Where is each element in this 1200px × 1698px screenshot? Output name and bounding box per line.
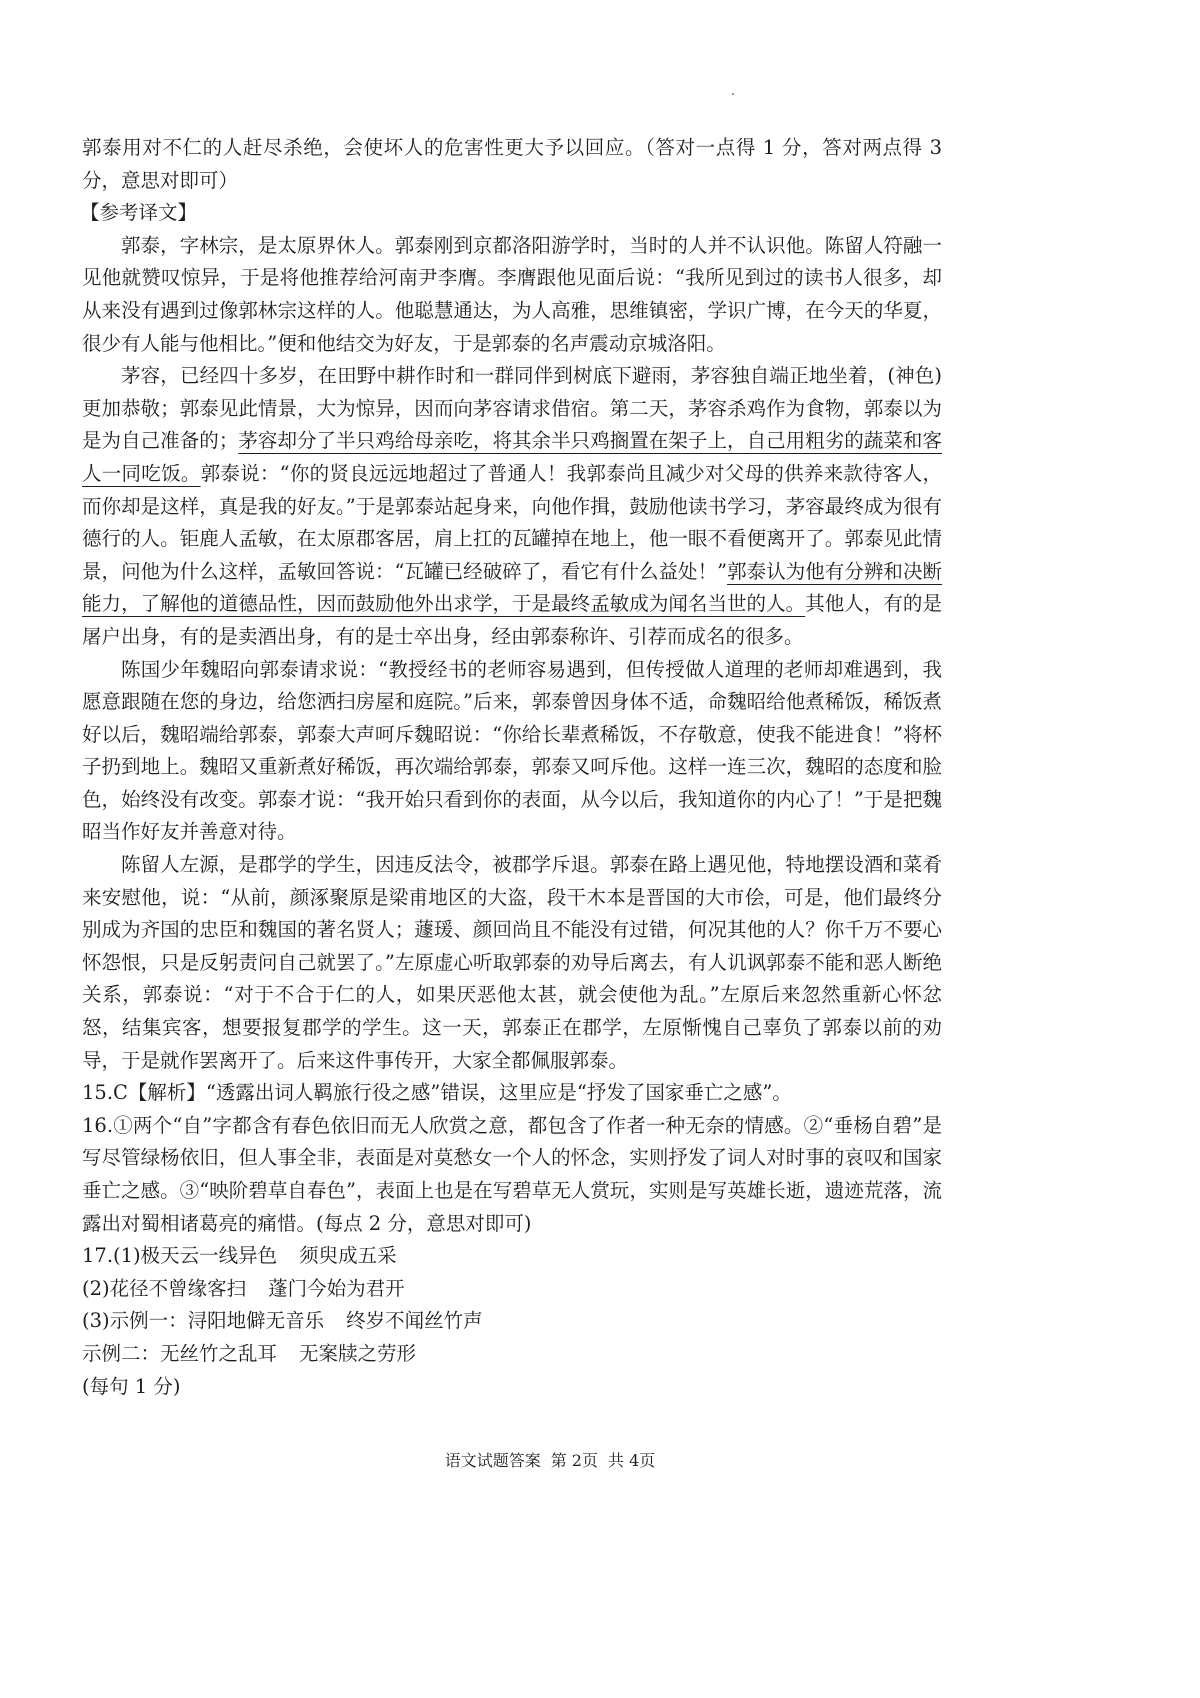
- translation-paragraph-3: 陈国少年魏昭向郭泰请求说：“教授经书的老师容易遇到，但传授做人道理的老师却难遇到，我愿意跟随在您的身边，给您洒扫房屋和庭院。”后来，郭泰曾因身体不适，命魏昭给他煮稀饭，稀饭煮好以后，魏昭端给郭泰，郭泰大声呵斥魏昭说：“你给长辈煮稀饭，不存敬意，使我不能进食！”将杯子扔到地上。魏昭又重新煮好稀饭，再次端给郭泰，郭泰又呵斥他。这样一连三次，魏昭的态度和脸色，始终没有改变。郭泰才说：“我开始只看到你的表面，从今以后，我知道你的内心了！”于是把魏昭当作好友并善意对待。: [82, 657, 942, 844]
- question-17-scoring: (每句 1 分): [82, 1374, 181, 1398]
- footer-total-pages: 共 4页: [608, 1451, 656, 1470]
- q17-line-1-second: 须臾成五采: [299, 1244, 397, 1268]
- paragraph-2-part-c: 其他人，有的是屠户出身，有的是卖酒出身，有的是士卒出身，经由郭泰称许、引荐而成名的很多。: [82, 592, 942, 648]
- paragraph-2-part-a: 茅容，已经四十多岁，在田野中耕作时和一群同伴到树底下避雨，茅容独自端正地坐着，(神色)更加恭敬；郭泰见此情景，大为惊异，因而向茅容请求借宿。第二天，茅容杀鸡作为食物，郭泰以为是为自己准备的；: [82, 364, 942, 453]
- q17-line-1-first: 17.(1)极天云一线异色: [82, 1244, 278, 1268]
- question-17-line-4: [82, 1338, 942, 1371]
- footer-subject: 语文试题答案: [444, 1451, 541, 1470]
- q17-line-2-first: (2)花径不曾缘客扫: [82, 1276, 247, 1300]
- footer-page-number: 第 2页: [550, 1451, 598, 1470]
- question-17-line-1: [82, 1240, 942, 1273]
- paragraph-2-part-b: 郭泰说：“你的贤良远远地超过了普通人！我郭泰尚且减少对父母的供养来款待客人，而你却是这样，真是我的好友。”于是郭泰站起身来，向他作揖，鼓励他读书学习，茅容最终成为很有德行的人。钜鹿人孟敏，在太原郡客居，肩上扛的瓦罐掉在地上，他一眼不看便离开了。郭泰见此情景，问他为什么这样，孟敏回答说：“瓦罐已经破碎了，看它有什么益处！”: [82, 461, 942, 583]
- question-15-answer: 15.C【解析】“透露出词人羁旅行役之感”错误，这里应是“抒发了国家垂亡之感”。: [82, 1081, 792, 1105]
- translation-paragraph-2: [82, 360, 942, 653]
- q17-line-4-second: 无案牍之劳形: [299, 1341, 417, 1365]
- continuation-paragraph: 郭泰用对不仁的人赶尽杀绝，会使坏人的危害性更大予以回应。（答对一点得 1 分，答对两点得 3 分，意思对即可）: [82, 136, 942, 192]
- scan-speck: [732, 93, 734, 95]
- reference-translation-heading: 【参考译文】: [80, 201, 198, 225]
- underlined-sentence-2: 郭泰认为他有分辨和决断能力，了解他的道德品性，因而鼓励他外出求学，于是最终孟敏成为闻名当世的人。: [82, 559, 942, 616]
- question-17-line-2: [82, 1273, 942, 1306]
- translation-paragraph-1: 郭泰，字林宗，是太原界休人。郭泰刚到京都洛阳游学时，当时的人并不认识他。陈留人符融一见他就赞叹惊异，于是将他推荐给河南尹李膺。李膺跟他见面后说：“我所见到过的读书人很多，却从来没有遇到过像郭林宗这样的人。他聪慧通达，为人高雅，思维镇密，学识广博，在今天的华夏，很少有人能与他相比。”便和他结交为好友，于是郭泰的名声震动京城洛阳。: [82, 233, 942, 355]
- question-16-answer: 16.①两个“自”字都含有春色依旧而无人欣赏之意，都包含了作者一种无奈的情感。②“垂杨自碧”是写尽管绿杨依旧，但人事全非，表面是对莫愁女一个人的怀念，实则抒发了词人对时事的哀叹和国家垂亡之感。③“映阶碧草自春色”，表面上也是在写碧草无人赏玩，实则是写英雄长逝，遗迹荒落，流露出对蜀相诸葛亮的痛惜。(每点 2 分，意思对即可): [82, 1113, 942, 1235]
- q17-line-3-first: (3)示例一：浔阳地僻无音乐: [82, 1309, 325, 1333]
- q17-line-2-second: 蓬门今始为君开: [268, 1276, 405, 1300]
- question-17-line-3: [82, 1305, 942, 1338]
- page-content: [82, 132, 942, 1403]
- underlined-sentence-1: 茅容却分了半只鸡给母亲吃，将其余半只鸡搁置在架子上，自己用粗劣的蔬菜和客人一同吃饭。: [82, 429, 942, 485]
- translation-paragraph-4: 陈留人左源，是郡学的学生，因违反法令，被郡学斥退。郭泰在路上遇见他，特地摆设酒和菜肴来安慰他，说：“从前，颜涿聚原是梁甫地区的大盗，段干木本是晋国的大市侩，可是，他们最终分别成为齐国的忠臣和魏国的著名贤人；蘧瑗、颜回尚且不能没有过错，何况其他的人？你千万不要心怀怨恨，只是反躬责问自己就罢了。”左原虚心听取郭泰的劝导后离去，有人讥讽郭泰不能和恶人断绝关系，郭泰说：“对于不合于仁的人，如果厌恶他太甚，就会使他为乱。”左原后来忽然重新心怀忿怒，结集宾客，想要报复郡学的学生。这一天，郭泰正在郡学，左原惭愧自己辜负了郭泰以前的劝导，于是就作罢离开了。后来这件事传开，大家全都佩服郭泰。: [82, 853, 942, 1072]
- q17-line-4-first: 示例二：无丝竹之乱耳: [82, 1341, 278, 1365]
- q17-line-3-second: 终岁不闻丝竹声: [346, 1309, 483, 1333]
- page-footer: [0, 1448, 1100, 1471]
